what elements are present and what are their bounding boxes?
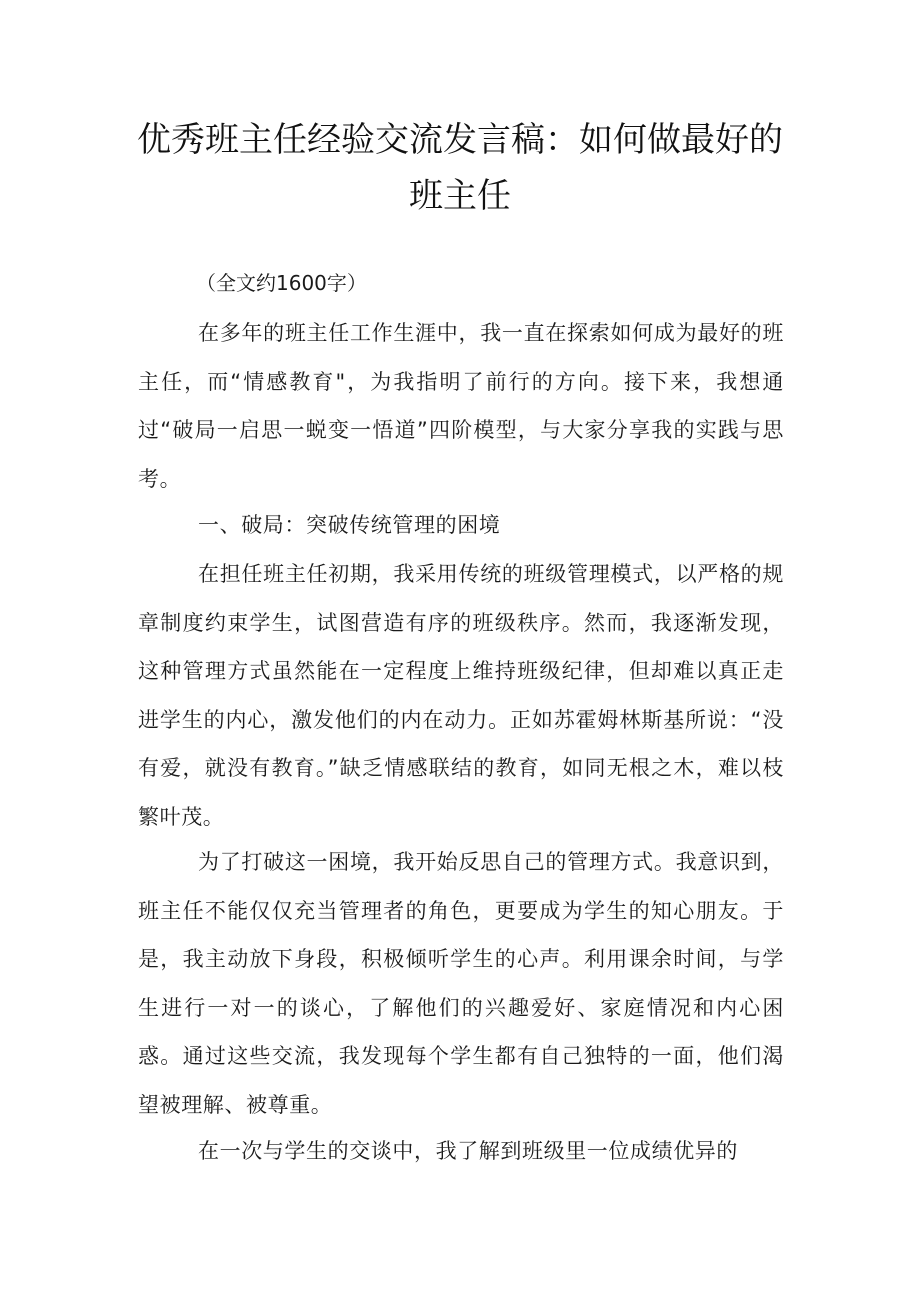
document-title <box>120 112 800 224</box>
paragraph-2: 在担任班主任初期，我采用传统的班级管理模式，以严格的规章制度约束学生，试图营造有序的班级秩序。然而，我逐渐发现，这种管理方式虽然能在一定程度上维持班级纪律，但却难以真正走进学生的内心，激发他们的内在动力。正如苏霍姆林斯基所说：“没有爱，就没有教育。”缺乏情感联结的教育，如同无根之木，难以枝繁叶茂。 <box>138 562 784 829</box>
paragraph-4: 在一次与学生的交谈中，我了解到班级里一位成绩优异的 <box>198 1139 738 1163</box>
paragraph-3: 为了打破这一困境，我开始反思自己的管理方式。我意识到，班主任不能仅仅充当管理者的角色，更要成为学生的知心朋友。于是，我主动放下身段，积极倾听学生的心声。利用课余时间，与学生进行一对一的谈心，了解他们的兴趣爱好、家庭情况和内心困惑。通过这些交流，我发现每个学生都有自己独特的一面，他们渴望被理解、被尊重。 <box>138 850 784 1117</box>
title-line-2: 班主任 <box>409 176 511 216</box>
section-heading-1: 一、破局：突破传统管理的困境 <box>198 513 501 537</box>
title-line-1: 优秀班主任经验交流发言稿：如何做最好的 <box>137 120 783 160</box>
word-count-note: （全文约1600字） <box>196 271 367 295</box>
paragraph-intro: 在多年的班主任工作生涯中，我一直在探索如何成为最好的班主任，而“情感教育"，为我指明了前行的方向。接下来，我想通过“破局一启思一蜕变一悟道”四阶模型，与大家分享我的实践与思考。 <box>138 321 784 491</box>
